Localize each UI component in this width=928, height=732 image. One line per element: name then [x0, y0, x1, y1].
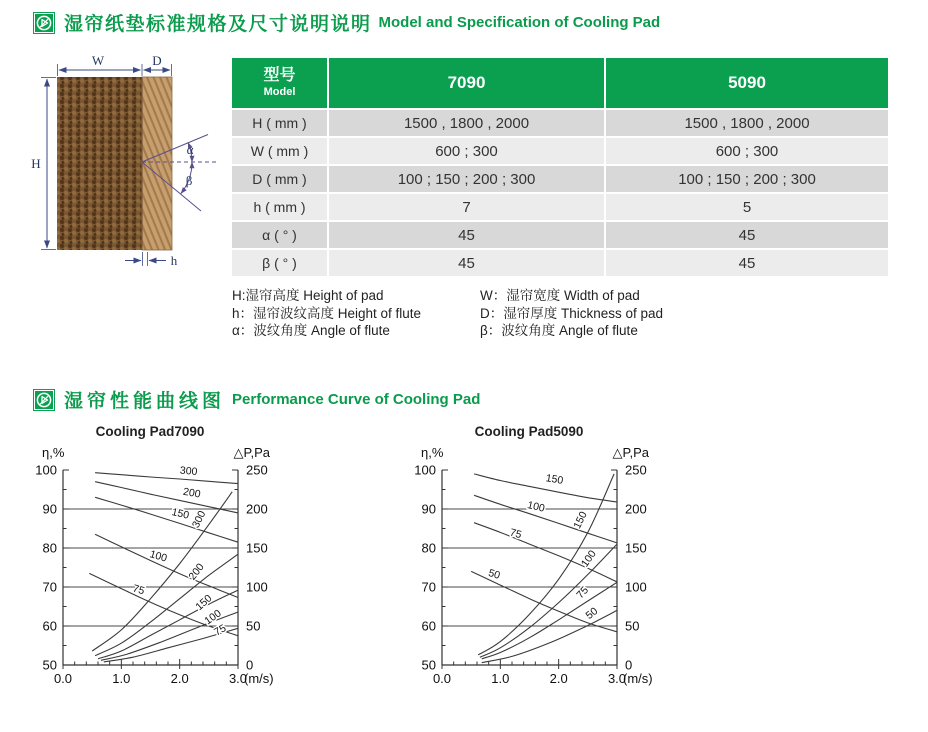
chart-title: Cooling Pad5090 — [474, 424, 584, 439]
svg-text:1.0: 1.0 — [112, 671, 131, 686]
chart-plot — [35, 463, 267, 687]
svg-text:100: 100 — [148, 548, 169, 565]
spec-cell-value: 1500 , 1800 , 2000 — [329, 110, 604, 136]
spec-cell-value: 100 ; 150 ; 200 ; 300 — [606, 166, 888, 192]
svg-text:100: 100 — [526, 499, 546, 515]
spec-cell-value: 45 — [329, 250, 604, 276]
svg-text:0.0: 0.0 — [53, 671, 73, 686]
section1-header — [33, 9, 660, 36]
svg-text:150: 150 — [544, 472, 565, 487]
svg-text:200: 200 — [246, 501, 268, 517]
dimension-H — [31, 78, 56, 250]
section1-title-zh: 湿帘纸垫标准规格及尺寸说明说明 — [64, 14, 372, 35]
spec-cell-label: β ( ° ) — [232, 250, 327, 276]
performance-chart-7090 — [28, 413, 308, 693]
svg-text:50: 50 — [583, 605, 601, 622]
label-D: D — [152, 53, 162, 68]
right-axis-unit: △P,Pa — [233, 445, 270, 460]
pad-photo — [57, 77, 172, 250]
svg-text:300: 300 — [179, 464, 198, 479]
svg-text:90: 90 — [421, 501, 436, 517]
legend-item: β：波纹角度 Angle of flute — [480, 323, 638, 338]
svg-text:0: 0 — [246, 657, 254, 673]
chart-plot — [414, 463, 646, 687]
svg-text:80: 80 — [42, 540, 57, 556]
svg-text:150: 150 — [571, 509, 590, 531]
svg-text:60: 60 — [42, 618, 57, 634]
svg-text:100: 100 — [578, 548, 599, 570]
legend-item: D：湿帘厚度 Thickness of pad — [480, 305, 664, 321]
spec-header-5090: 5090 — [606, 58, 888, 108]
svg-text:100: 100 — [246, 579, 268, 595]
svg-text:70: 70 — [42, 579, 57, 595]
dimension-h — [125, 252, 178, 268]
svg-text:3.0: 3.0 — [607, 671, 627, 686]
label-beta: β — [185, 173, 193, 188]
svg-text:80: 80 — [421, 540, 436, 556]
section2-title-zh: 湿帘性能曲线图 — [64, 391, 226, 412]
legend-col1 — [232, 287, 480, 340]
x-axis-unit: (m/s) — [244, 671, 274, 686]
svg-text:75: 75 — [212, 622, 229, 639]
legend-item: h：湿帘波纹高度 Height of flute — [232, 305, 422, 321]
spec-table — [232, 58, 888, 276]
spec-cell-value: 1500 , 1800 , 2000 — [606, 110, 888, 136]
spec-cell-value: 45 — [329, 222, 604, 248]
spec-cell-label: H ( mm ) — [232, 110, 327, 136]
svg-text:150: 150 — [625, 540, 647, 556]
label-alpha: α — [186, 142, 194, 157]
svg-text:0: 0 — [625, 657, 633, 673]
legend-item: H:湿帘高度 Height of pad — [232, 288, 384, 303]
spec-cell-value: 600 ; 300 — [606, 138, 888, 164]
svg-text:50: 50 — [42, 657, 57, 673]
spec-cell-value: 5 — [606, 194, 888, 220]
svg-text:2.0: 2.0 — [549, 671, 568, 686]
section2-header — [33, 386, 480, 413]
svg-text:75: 75 — [508, 526, 523, 542]
spec-cell-value: 600 ; 300 — [329, 138, 604, 164]
dimension-W — [58, 53, 143, 76]
svg-text:100: 100 — [414, 462, 436, 478]
svg-text:0.0: 0.0 — [432, 671, 452, 686]
svg-text:100: 100 — [625, 579, 647, 595]
svg-text:1.0: 1.0 — [491, 671, 510, 686]
left-axis-unit: η,% — [421, 445, 444, 460]
cooling-pad-diagram — [28, 52, 238, 292]
spec-cell-label: D ( mm ) — [232, 166, 327, 192]
svg-text:60: 60 — [421, 618, 436, 634]
spec-cell-value: 45 — [606, 222, 888, 248]
section1-title-en: Model and Specification of Cooling Pad — [378, 14, 661, 31]
svg-text:50: 50 — [421, 657, 436, 673]
play-badge-icon — [33, 12, 55, 34]
svg-text:250: 250 — [625, 462, 647, 478]
x-axis-unit: (m/s) — [623, 671, 653, 686]
legend-item: W：湿帘宽度 Width of pad — [480, 288, 640, 303]
svg-text:90: 90 — [42, 501, 57, 517]
svg-text:150: 150 — [246, 540, 268, 556]
spec-cell-value: 7 — [329, 194, 604, 220]
spec-cell-label: W ( mm ) — [232, 138, 327, 164]
svg-text:50: 50 — [486, 566, 502, 582]
spec-header-model — [232, 58, 327, 108]
svg-text:3.0: 3.0 — [228, 671, 248, 686]
dimension-D — [144, 53, 172, 76]
svg-text:70: 70 — [421, 579, 436, 595]
section2-title-en: Performance Curve of Cooling Pad — [232, 391, 481, 408]
svg-text:200: 200 — [186, 561, 207, 583]
svg-text:250: 250 — [246, 462, 268, 478]
svg-text:75: 75 — [131, 582, 146, 598]
svg-text:200: 200 — [625, 501, 647, 517]
right-axis-unit: △P,Pa — [612, 445, 649, 460]
svg-text:200: 200 — [182, 485, 202, 501]
performance-chart-5090 — [407, 413, 687, 693]
svg-text:50: 50 — [625, 618, 640, 634]
svg-text:150: 150 — [170, 506, 191, 522]
label-H: H — [31, 156, 41, 171]
play-badge-icon — [33, 389, 55, 411]
dimension-legend — [232, 287, 728, 340]
legend-item: α：波纹角度 Angle of flute — [232, 323, 390, 338]
label-h: h — [170, 253, 178, 268]
spec-cell-value: 45 — [606, 250, 888, 276]
svg-text:150: 150 — [193, 592, 215, 613]
svg-text:100: 100 — [202, 607, 224, 628]
model-label-zh: 型号 — [263, 67, 296, 85]
spec-cell-label: h ( mm ) — [232, 194, 327, 220]
chart-title: Cooling Pad7090 — [95, 424, 205, 439]
spec-header-7090: 7090 — [329, 58, 604, 108]
spec-cell-value: 100 ; 150 ; 200 ; 300 — [329, 166, 604, 192]
spec-cell-label: α ( ° ) — [232, 222, 327, 248]
svg-text:300: 300 — [189, 508, 209, 530]
left-axis-unit: η,% — [42, 445, 65, 460]
svg-text:2.0: 2.0 — [170, 671, 189, 686]
label-W: W — [91, 53, 105, 68]
model-label-en: Model — [263, 85, 296, 98]
svg-text:100: 100 — [35, 462, 57, 478]
svg-text:50: 50 — [246, 618, 261, 634]
legend-col2 — [480, 287, 728, 340]
svg-text:75: 75 — [574, 584, 592, 602]
